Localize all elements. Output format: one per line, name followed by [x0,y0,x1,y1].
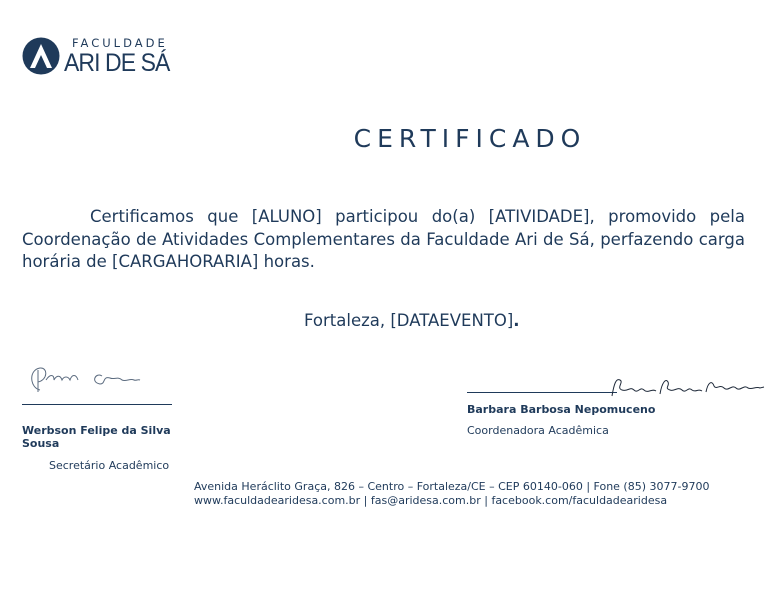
signatory-2-role: Coordenadora Acadêmica [467,424,609,437]
signatory-2-name: Barbara Barbosa Nepomuceno [467,403,656,416]
certificate-title: CERTIFICADO [353,124,587,153]
signature-2-line [467,392,617,393]
signatory-1-role: Secretário Acadêmico [49,459,170,472]
footer-address: Avenida Heráclito Graça, 826 – Centro – Fortaleza/CE – CEP 60140-060 | Fone (85) 3077-9700 [194,480,710,493]
place-date-text: Fortaleza, [DATAEVENTO] [304,311,514,330]
footer [194,480,709,507]
footer-contacts: www.faculdadearidesa.com.br | fas@aridesa.com.br | facebook.com/faculdadearidesa [194,493,668,507]
place-date-period: . [513,311,520,330]
logo-main-text: ARI DE SÁ [64,49,170,77]
faculdade-ari-de-sa-logo [22,34,192,80]
signature-1-image [26,362,144,396]
logo-mark-icon [22,37,60,75]
signature-1-line [22,404,172,405]
signatory-1-name: Werbson Felipe da Silva Sousa [22,424,171,450]
place-date [304,311,520,330]
logo-top-text: FACULDADE [72,36,168,50]
signature-2-image [608,374,766,400]
certificate-body: Certificamos que [ALUNO] participou do(a) [ATIVIDADE], promovido pela Coordenação de Atividades Complementares da Faculdade Ari de Sá, perfazendo carga horária de [CARGAHORARIA] horas. [22,207,745,271]
